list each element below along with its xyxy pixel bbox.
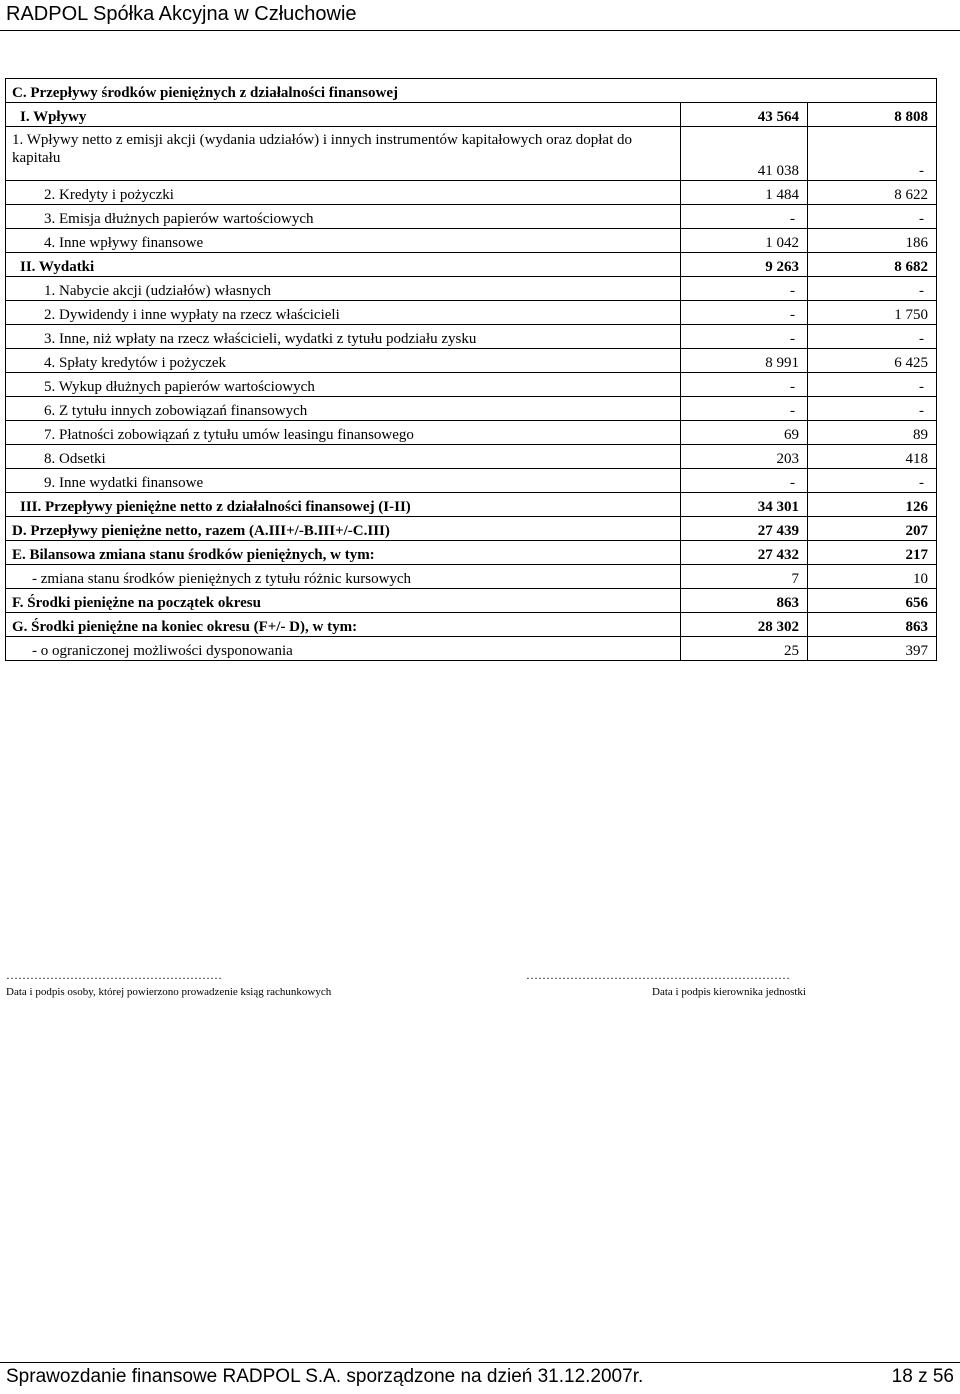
value-current: -	[681, 373, 808, 397]
table-row	[6, 103, 937, 127]
row-label: 6. Z tytułu innych zobowiązań finansowych	[6, 397, 681, 421]
value-current: 863	[681, 589, 808, 613]
table-row	[6, 469, 937, 493]
value-current: -	[681, 301, 808, 325]
table-row	[6, 421, 937, 445]
table-row	[6, 397, 937, 421]
value-previous: -	[808, 397, 937, 421]
table-row	[6, 205, 937, 229]
value-current: -	[681, 469, 808, 493]
value-previous: 10	[808, 565, 937, 589]
value-previous: 126	[808, 493, 937, 517]
value-current: -	[681, 325, 808, 349]
table-row	[6, 277, 937, 301]
value-previous: 397	[808, 637, 937, 661]
value-current: 25	[681, 637, 808, 661]
row-label: 2. Kredyty i pożyczki	[6, 181, 681, 205]
table-row	[6, 565, 937, 589]
table-row	[6, 253, 937, 277]
value-previous: 8 682	[808, 253, 937, 277]
table-row	[6, 325, 937, 349]
row-label: D. Przepływy pieniężne netto, razem (A.III+/-B.III+/-C.III)	[6, 517, 681, 541]
value-current: 7	[681, 565, 808, 589]
value-previous: -	[808, 469, 937, 493]
row-label: 7. Płatności zobowiązań z tytułu umów leasingu finansowego	[6, 421, 681, 445]
row-label: 4. Spłaty kredytów i pożyczek	[6, 349, 681, 373]
footer-report-title: Sprawozdanie finansowe RADPOL S.A. sporządzone na dzień 31.12.2007r.	[6, 1366, 644, 1387]
table-row	[6, 637, 937, 661]
row-label: 1. Wpływy netto z emisji akcji (wydania udziałów) i innych instrumentów kapitałowych oraz dopłat do kapitału	[6, 127, 681, 181]
row-label: I. Wpływy	[6, 103, 681, 127]
table-row	[6, 517, 937, 541]
row-label: E. Bilansowa zmiana stanu środków pieniężnych, w tym:	[6, 541, 681, 565]
footer-divider	[0, 1362, 960, 1363]
value-previous: -	[808, 127, 937, 181]
table-row	[6, 589, 937, 613]
value-previous: -	[808, 373, 937, 397]
table-row	[6, 301, 937, 325]
row-label: 3. Emisja dłużnych papierów wartościowych	[6, 205, 681, 229]
value-current: 34 301	[681, 493, 808, 517]
value-current: -	[681, 205, 808, 229]
value-current: 43 564	[681, 103, 808, 127]
value-previous: 6 425	[808, 349, 937, 373]
row-label: 3. Inne, niż wpłaty na rzecz właścicieli, wydatki z tytułu podziału zysku	[6, 325, 681, 349]
signature-line-right: …………………………………………………………	[526, 968, 790, 982]
value-current: 27 432	[681, 541, 808, 565]
value-current: 28 302	[681, 613, 808, 637]
table-row	[6, 181, 937, 205]
value-current: 69	[681, 421, 808, 445]
row-label: 5. Wykup dłużnych papierów wartościowych	[6, 373, 681, 397]
value-previous: 89	[808, 421, 937, 445]
table-row	[6, 229, 937, 253]
row-label: - o ograniczonej możliwości dysponowania	[6, 637, 681, 661]
value-previous: 418	[808, 445, 937, 469]
value-current: 8 991	[681, 349, 808, 373]
value-previous: 186	[808, 229, 937, 253]
value-current: -	[681, 277, 808, 301]
cash-flow-table	[5, 78, 937, 661]
table-row	[6, 373, 937, 397]
document-header-title: RADPOL Spółka Akcyjna w Człuchowie	[6, 3, 357, 25]
table-row	[6, 445, 937, 469]
value-previous: 863	[808, 613, 937, 637]
row-label: 2. Dywidendy i inne wypłaty na rzecz właścicieli	[6, 301, 681, 325]
row-label: II. Wydatki	[6, 253, 681, 277]
table-row	[6, 349, 937, 373]
value-current: 1 484	[681, 181, 808, 205]
page-number: 18 z 56	[891, 1366, 954, 1387]
value-previous: 207	[808, 517, 937, 541]
row-label: 9. Inne wydatki finansowe	[6, 469, 681, 493]
value-previous: 8 622	[808, 181, 937, 205]
row-label: 8. Odsetki	[6, 445, 681, 469]
value-previous: 217	[808, 541, 937, 565]
value-previous: 656	[808, 589, 937, 613]
value-current: 1 042	[681, 229, 808, 253]
value-previous: 1 750	[808, 301, 937, 325]
value-current: 41 038	[681, 127, 808, 181]
row-label: F. Środki pieniężne na początek okresu	[6, 589, 681, 613]
value-current: 27 439	[681, 517, 808, 541]
table-row	[6, 493, 937, 517]
signature-caption-left: Data i podpis osoby, której powierzono prowadzenie ksiąg rachunkowych	[6, 986, 332, 998]
value-current: 203	[681, 445, 808, 469]
signature-caption-right: Data i podpis kierownika jednostki	[652, 986, 806, 998]
table-row	[6, 541, 937, 565]
value-previous: -	[808, 205, 937, 229]
section-title: C. Przepływy środków pieniężnych z działalności finansowej	[6, 79, 937, 103]
header-divider	[0, 30, 960, 31]
table-row	[6, 127, 937, 181]
row-label: III. Przepływy pieniężne netto z działalności finansowej (I-II)	[6, 493, 681, 517]
value-current: -	[681, 397, 808, 421]
table-row	[6, 613, 937, 637]
signature-line-left: ………………………………………………	[6, 968, 222, 982]
value-previous: 8 808	[808, 103, 937, 127]
row-label: G. Środki pieniężne na koniec okresu (F+/- D), w tym:	[6, 613, 681, 637]
row-label: - zmiana stanu środków pieniężnych z tytułu różnic kursowych	[6, 565, 681, 589]
value-current: 9 263	[681, 253, 808, 277]
value-previous: -	[808, 277, 937, 301]
row-label: 1. Nabycie akcji (udziałów) własnych	[6, 277, 681, 301]
value-previous: -	[808, 325, 937, 349]
table-section-row	[6, 79, 937, 103]
row-label: 4. Inne wpływy finansowe	[6, 229, 681, 253]
